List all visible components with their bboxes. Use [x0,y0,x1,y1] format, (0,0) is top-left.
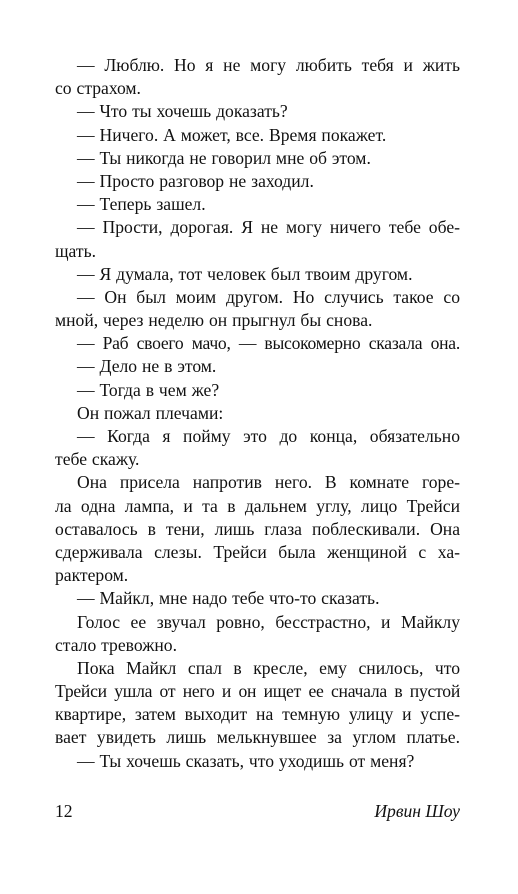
text-line: стало тревожно. [55,634,177,655]
text-line: оставалось в тени, лишь глаза поблескивали. Она [55,518,460,539]
text-line: — Что ты хочешь доказать? [77,101,288,122]
text-line: со страхом. [55,78,141,99]
running-author: Ирвин Шоу [374,801,460,821]
text-line: ла одна лампа, и та в дальнем углу, лицо Трейси [55,495,460,516]
text-line: щать. [55,240,97,261]
text-line: — Он был моим другом. Но случись такое со [77,286,460,307]
text-line: вает увидеть лишь мелькнувшее за углом платье. [55,727,460,748]
text-line: мной, через неделю он прыгнул бы снова. [55,310,373,331]
text-line: — Дело не в этом. [77,356,217,377]
text-line: — Когда я пойму это до конца, обязательно [77,426,460,446]
text-line: Голос ее звучал ровно, бесстрастно, и Майклу [77,611,460,632]
text-line: сдерживала слезы. Трейси была женщиной с ха- [55,541,460,562]
text-line: — Ты никогда не говорил мне об этом. [77,147,371,168]
text-line: квартире, затем выходит на темную улицу и успе- [55,704,460,725]
text-line: — Прости, дорогая. Я не могу ничего тебе обе- [77,217,460,238]
page-number: 12 [55,801,73,821]
text-line: — Майкл, мне надо тебе что-то сказать. [77,588,380,609]
text-line: — Теперь зашел. [77,194,206,215]
text-line: — Люблю. Но я не могу любить тебя и жить [77,55,460,75]
text-line: Она присела напротив него. В комнате горе- [77,472,460,493]
text-line: — Тогда в чем же? [77,379,220,400]
text-line: — Просто разговор не заходил. [77,170,314,191]
text-line: Он пожал плечами: [77,402,224,423]
text-line: тебе скажу. [55,449,140,470]
page-footer [55,799,460,823]
text-line: — Раб своего мачо, — высокомерно сказала она. [77,333,460,354]
text-line: рактером. [55,565,129,586]
text-line: — Ты хочешь сказать, что уходишь от меня? [77,750,415,771]
text-line: — Я думала, тот человек был твоим другом. [77,263,413,284]
page-body [55,54,460,773]
text-line: Трейси ушла от него и он ищет ее сначала в пустой [55,681,460,702]
text-line: Пока Майкл спал в кресле, ему снилось, что [77,657,460,678]
text-line: — Ничего. А может, все. Время покажет. [77,124,387,145]
